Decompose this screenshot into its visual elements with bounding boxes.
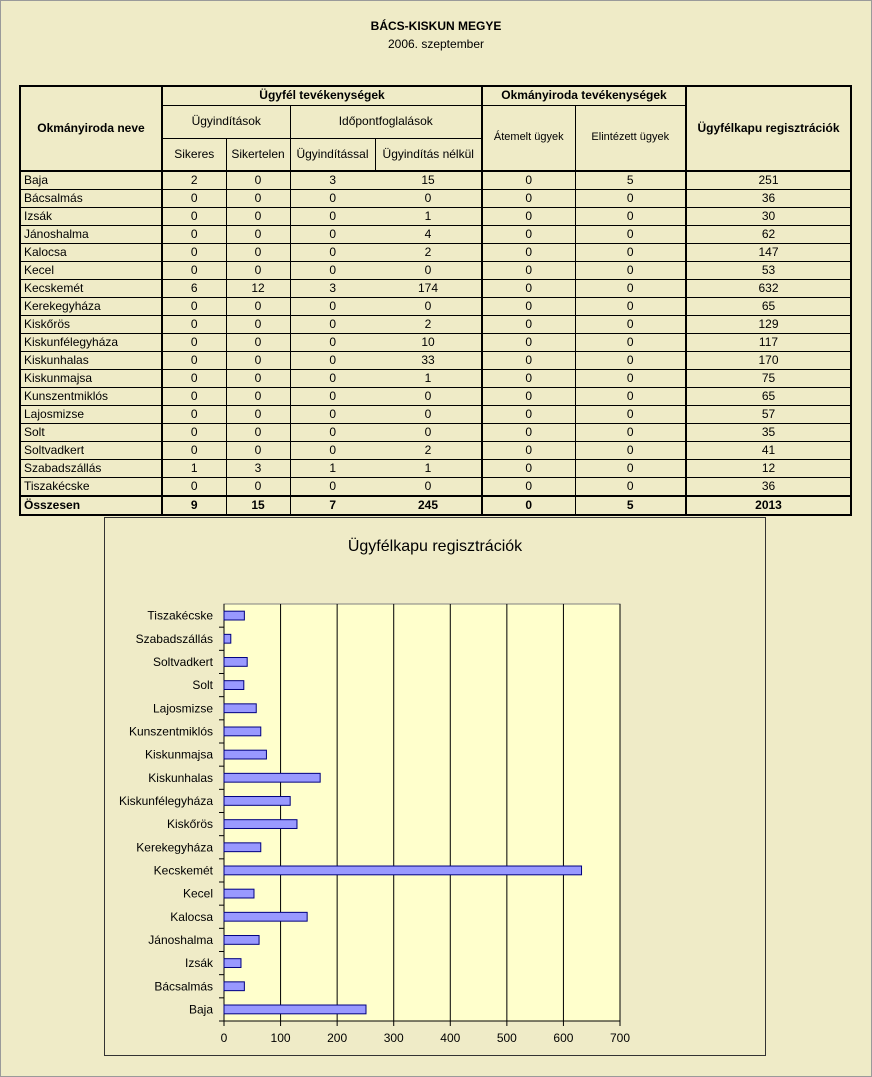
bar: [224, 727, 261, 736]
office-name-cell: Szabadszállás: [20, 460, 162, 478]
y-category-label: Baja: [188, 1002, 213, 1017]
value-cell: 0: [375, 298, 482, 316]
bar: [224, 750, 266, 759]
header-with-case: Ügyindítással: [290, 138, 375, 171]
value-cell: 0: [290, 334, 375, 352]
value-cell: 35: [686, 424, 851, 442]
office-name-cell: Izsák: [20, 208, 162, 226]
value-cell: 170: [686, 352, 851, 370]
value-cell: 0: [162, 352, 226, 370]
value-cell: 174: [375, 280, 482, 298]
value-cell: 0: [482, 442, 575, 460]
value-cell: 33: [375, 352, 482, 370]
value-cell: 0: [525, 479, 533, 493]
value-cell: 0: [482, 388, 575, 406]
value-cell: 0: [162, 316, 226, 334]
value-cell: 632: [686, 280, 851, 298]
y-category-label: Kiskunmajsa: [144, 747, 213, 762]
value-cell: 0: [226, 244, 290, 262]
value-cell: 0: [482, 190, 575, 208]
x-tick-label: 100: [270, 1031, 291, 1045]
value-cell: 0: [226, 334, 290, 352]
value-cell: 0: [290, 370, 375, 388]
value-cell: 0: [290, 298, 375, 316]
value-cell: 0: [575, 280, 686, 298]
value-cell: 0: [290, 262, 375, 280]
value-cell: 36: [686, 478, 851, 497]
bar: [224, 959, 241, 968]
table-row: [20, 280, 851, 298]
value-cell: 0: [226, 388, 290, 406]
value-cell: 0: [226, 478, 290, 497]
value-cell: 1: [375, 460, 482, 478]
value-cell: 0: [162, 262, 226, 280]
y-category-label: Jánoshalma: [148, 932, 213, 947]
value-cell: 0: [226, 316, 290, 334]
office-name-cell: Kecel: [20, 262, 162, 280]
y-category-label: Kerekegyháza: [136, 840, 213, 855]
plot-area: [224, 604, 620, 1021]
value-cell: 0: [162, 208, 226, 226]
x-tick-label: 0: [220, 1031, 228, 1045]
value-cell: 4: [375, 226, 482, 244]
table-row: [20, 244, 851, 262]
value-cell: 12: [226, 280, 290, 298]
y-category-label: Kunszentmiklós: [128, 724, 213, 739]
value-cell: 0: [482, 334, 575, 352]
bar: [224, 889, 254, 898]
office-name-cell: Kiskunmajsa: [20, 370, 162, 388]
value-cell: 0: [375, 478, 482, 497]
total-label: Összesen: [20, 496, 162, 515]
header-office-name: Okmányiroda neve: [20, 86, 162, 171]
report-title: BÁCS-KISKUN MEGYE: [370, 19, 502, 33]
value-cell: 0: [482, 352, 575, 370]
value-cell: 53: [686, 262, 851, 280]
office-name-cell: Kiskunhalas: [20, 352, 162, 370]
y-category-label: Kecel: [182, 886, 213, 901]
value-cell: 0: [226, 442, 290, 460]
value-cell: 0: [226, 208, 290, 226]
table-row: [20, 460, 851, 478]
x-tick-label: 200: [327, 1031, 348, 1045]
chart-container: [104, 517, 766, 1056]
value-cell: 65: [686, 298, 851, 316]
bar: [224, 611, 244, 620]
value-cell: 0: [226, 190, 290, 208]
bar: [224, 936, 259, 945]
value-cell: 3: [290, 280, 375, 298]
table-row: [20, 262, 851, 280]
office-name-cell: Kunszentmiklós: [20, 388, 162, 406]
value-cell: 0: [575, 226, 686, 244]
office-name-cell: Kecskemét: [20, 280, 162, 298]
value-cell: 62: [686, 226, 851, 244]
value-cell: 75: [686, 370, 851, 388]
y-category-label: Solt: [192, 678, 213, 693]
value-cell: 0: [290, 478, 375, 497]
value-cell: 0: [482, 262, 575, 280]
value-cell: 0: [575, 334, 686, 352]
y-category-label: Kecskemét: [153, 863, 213, 878]
value-cell: 0: [575, 262, 686, 280]
x-tick-label: 700: [609, 1031, 631, 1045]
value-cell: 12: [686, 460, 851, 478]
value-cell: 0: [375, 190, 482, 208]
value-cell: 0: [290, 352, 375, 370]
value-cell: 0: [575, 478, 686, 497]
value-cell: 0: [190, 479, 198, 493]
value-cell: 0: [482, 226, 575, 244]
value-cell: 1: [162, 460, 226, 478]
value-cell: 0: [226, 406, 290, 424]
office-name-cell: Kiskunfélegyháza: [20, 334, 162, 352]
header-client-gate-registrations: Ügyfélkapu regisztrációk: [686, 86, 851, 171]
bar-chart: [105, 518, 765, 1055]
table-row: [20, 406, 851, 424]
value-cell: 0: [290, 226, 375, 244]
value-cell: 0: [290, 424, 375, 442]
value-cell: 15: [375, 171, 482, 190]
value-cell: 15: [226, 496, 290, 515]
bar: [224, 843, 261, 852]
office-name-cell: Kerekegyháza: [20, 298, 162, 316]
bar: [224, 982, 244, 991]
value-cell: 0: [162, 244, 226, 262]
value-cell: 5: [575, 171, 686, 190]
table-row: [20, 388, 851, 406]
value-cell: 0: [290, 208, 375, 226]
value-cell: 65: [686, 388, 851, 406]
value-cell: 7: [290, 496, 375, 515]
x-tick-label: 600: [553, 1031, 574, 1045]
y-category-label: Tiszakécske: [147, 608, 213, 623]
value-cell: 0: [290, 316, 375, 334]
value-cell: 0: [575, 388, 686, 406]
value-cell: 2013: [686, 496, 851, 515]
y-category-label: Lajosmizse: [152, 701, 213, 716]
table-row: [20, 352, 851, 370]
bar: [224, 681, 244, 690]
table-row: [20, 190, 851, 208]
value-cell: 0: [482, 316, 575, 334]
value-cell: 0: [290, 244, 375, 262]
value-cell: 0: [290, 442, 375, 460]
bar: [224, 797, 290, 806]
value-cell: 0: [290, 388, 375, 406]
office-name-cell: Kalocsa: [20, 244, 162, 262]
value-cell: 0: [482, 496, 575, 515]
value-cell: 0: [162, 442, 226, 460]
value-cell: 2: [162, 171, 226, 190]
value-cell: 0: [575, 424, 686, 442]
office-name-cell: Tiszakécske: [20, 478, 162, 497]
office-name-cell: Lajosmizse: [20, 406, 162, 424]
x-tick-label: 400: [440, 1031, 461, 1045]
value-cell: 0: [226, 171, 290, 190]
value-cell: 0: [162, 226, 226, 244]
value-cell: 0: [290, 190, 375, 208]
value-cell: 0: [482, 171, 575, 190]
value-cell: 0: [375, 388, 482, 406]
value-cell: 0: [482, 208, 575, 226]
value-cell: 0: [482, 370, 575, 388]
value-cell: 0: [482, 244, 575, 262]
y-category-label: Izsák: [184, 956, 213, 971]
y-category-label: Kalocsa: [170, 909, 213, 924]
y-category-label: Kiskőrös: [166, 817, 213, 832]
value-cell: 0: [162, 298, 226, 316]
y-category-label: Kiskunhalas: [148, 770, 213, 785]
value-cell: 0: [575, 316, 686, 334]
header-transferred-cases: Átemelt ügyek: [482, 105, 575, 171]
bar: [224, 866, 582, 875]
value-cell: 2: [375, 316, 482, 334]
x-tick-label: 300: [383, 1031, 404, 1045]
value-cell: 0: [575, 190, 686, 208]
office-name-cell: Kiskőrös: [20, 316, 162, 334]
value-cell: 0: [226, 424, 290, 442]
table-row: [20, 370, 851, 388]
header-unsuccessful: Sikertelen: [226, 138, 290, 171]
office-name-cell: Jánoshalma: [20, 226, 162, 244]
value-cell: 1: [375, 208, 482, 226]
value-cell: 0: [575, 244, 686, 262]
value-cell: 0: [575, 406, 686, 424]
y-category-label: Bácsalmás: [154, 979, 213, 994]
bar: [224, 658, 247, 667]
y-category-label: Szabadszállás: [135, 631, 213, 646]
value-cell: 0: [375, 424, 482, 442]
y-category-label: Soltvadkert: [152, 654, 213, 669]
table-row: [20, 226, 851, 244]
office-name-cell: Baja: [20, 171, 162, 190]
value-cell: 0: [575, 298, 686, 316]
value-cell: 0: [162, 370, 226, 388]
office-name-cell: Soltvadkert: [20, 442, 162, 460]
table-row: [20, 171, 851, 190]
value-cell: 0: [226, 262, 290, 280]
value-cell: 0: [575, 370, 686, 388]
value-cell: 0: [575, 442, 686, 460]
table-row: [20, 208, 851, 226]
bar: [224, 634, 231, 643]
table-row: [20, 298, 851, 316]
value-cell: 0: [162, 334, 226, 352]
header-office-activities: Okmányiroda tevékenységek: [482, 86, 686, 105]
value-cell: 2: [375, 244, 482, 262]
table-row: [20, 478, 851, 497]
header-case-initiations: Ügyindítások: [162, 105, 290, 138]
value-cell: 0: [226, 352, 290, 370]
office-name-cell: Solt: [20, 424, 162, 442]
header-completed-cases: Elintézett ügyek: [575, 105, 686, 171]
value-cell: 0: [290, 406, 375, 424]
header-without-case: Ügyindítás nélkül: [375, 138, 482, 171]
value-cell: 0: [482, 280, 575, 298]
value-cell: 0: [162, 406, 226, 424]
bar: [224, 704, 256, 713]
value-cell: 3: [290, 171, 375, 190]
bar: [224, 912, 307, 921]
value-cell: 10: [375, 334, 482, 352]
value-cell: 1: [375, 370, 482, 388]
value-cell: 5: [575, 496, 686, 515]
header-appointments: Időpontfoglalások: [290, 105, 482, 138]
value-cell: 0: [482, 424, 575, 442]
value-cell: 41: [686, 442, 851, 460]
value-cell: 0: [162, 190, 226, 208]
report-subtitle: 2006. szeptember: [387, 37, 485, 51]
value-cell: 6: [162, 280, 226, 298]
bar: [224, 1005, 366, 1014]
statistics-table: [19, 85, 852, 516]
value-cell: 3: [226, 460, 290, 478]
y-category-label: Kiskunfélegyháza: [118, 793, 213, 808]
value-cell: 30: [686, 208, 851, 226]
table-row: [20, 316, 851, 334]
value-cell: 0: [162, 424, 226, 442]
value-cell: 0: [575, 208, 686, 226]
value-cell: 0: [482, 460, 575, 478]
value-cell: 0: [482, 406, 575, 424]
value-cell: 0: [226, 370, 290, 388]
header-client-activities: Ügyfél tevékenységek: [162, 86, 482, 105]
bar: [224, 773, 320, 782]
value-cell: 0: [575, 352, 686, 370]
bar: [224, 820, 297, 829]
value-cell: 0: [162, 388, 226, 406]
total-row: [20, 496, 851, 515]
office-name-cell: Bácsalmás: [20, 190, 162, 208]
value-cell: 0: [575, 460, 686, 478]
value-cell: 0: [375, 406, 482, 424]
value-cell: 0: [226, 226, 290, 244]
x-tick-label: 500: [496, 1031, 517, 1045]
value-cell: 1: [290, 460, 375, 478]
value-cell: 245: [375, 496, 482, 515]
value-cell: 147: [686, 244, 851, 262]
table-row: [20, 442, 851, 460]
value-cell: 0: [375, 262, 482, 280]
value-cell: 9: [162, 496, 226, 515]
value-cell: 117: [686, 334, 851, 352]
header-successful: Sikeres: [162, 138, 226, 171]
value-cell: 2: [375, 442, 482, 460]
value-cell: 251: [686, 171, 851, 190]
value-cell: 57: [686, 406, 851, 424]
value-cell: 36: [686, 190, 851, 208]
chart-title: Ügyfélkapu regisztrációk: [347, 538, 523, 555]
value-cell: 0: [482, 298, 575, 316]
value-cell: 0: [226, 298, 290, 316]
value-cell: 129: [686, 316, 851, 334]
table-row: [20, 424, 851, 442]
table-row: [20, 334, 851, 352]
